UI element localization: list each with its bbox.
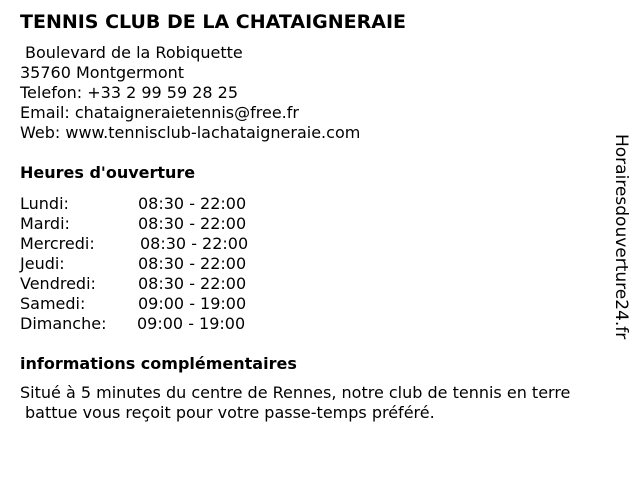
- day-hours: 08:30 - 22:00: [138, 214, 247, 233]
- day-label: Lundi:: [20, 194, 69, 213]
- day-hours: 08:30 - 22:00: [138, 274, 247, 293]
- description-line: battue vous reçoit pour votre passe-temps préféré.: [25, 403, 435, 422]
- description-text: [20, 383, 620, 423]
- opening-hours-table: [20, 194, 280, 334]
- website: Web: www.tennisclub-lachataigneraie.com: [20, 123, 361, 142]
- hours-row-monday: [20, 194, 280, 214]
- watermark-text: Horairesdouverture24.fr: [611, 134, 631, 340]
- description-line: Situé à 5 minutes du centre de Rennes, notre club de tennis en terre: [20, 383, 571, 402]
- day-label: Dimanche:: [20, 314, 107, 333]
- day-hours: 08:30 - 22:00: [138, 194, 247, 213]
- day-label: Vendredi:: [20, 274, 96, 293]
- hours-row-friday: [20, 274, 280, 294]
- hours-row-wednesday: [20, 234, 280, 254]
- phone-number: Telefon: +33 2 99 59 28 25: [20, 83, 239, 102]
- day-label: Mardi:: [20, 214, 70, 233]
- hours-row-tuesday: [20, 214, 280, 234]
- address-block: [20, 43, 360, 143]
- day-label: Mercredi:: [20, 234, 95, 253]
- hours-row-saturday: [20, 294, 280, 314]
- club-title: TENNIS CLUB DE LA CHATAIGNERAIE: [20, 11, 406, 33]
- day-hours: 09:00 - 19:00: [137, 314, 246, 333]
- day-label: Samedi:: [20, 294, 86, 313]
- hours-row-sunday: [20, 314, 280, 334]
- email-address: Email: chataigneraietennis@free.fr: [20, 103, 299, 122]
- day-hours: 08:30 - 22:00: [140, 234, 249, 253]
- day-label: Jeudi:: [20, 254, 65, 273]
- info-heading: informations complémentaires: [20, 354, 297, 373]
- city-postal: 35760 Montgermont: [20, 63, 185, 82]
- day-hours: 08:30 - 22:00: [138, 254, 247, 273]
- day-hours: 09:00 - 19:00: [138, 294, 247, 313]
- hours-heading: Heures d'ouverture: [20, 163, 196, 182]
- hours-row-thursday: [20, 254, 280, 274]
- street-address: Boulevard de la Robiquette: [25, 43, 243, 62]
